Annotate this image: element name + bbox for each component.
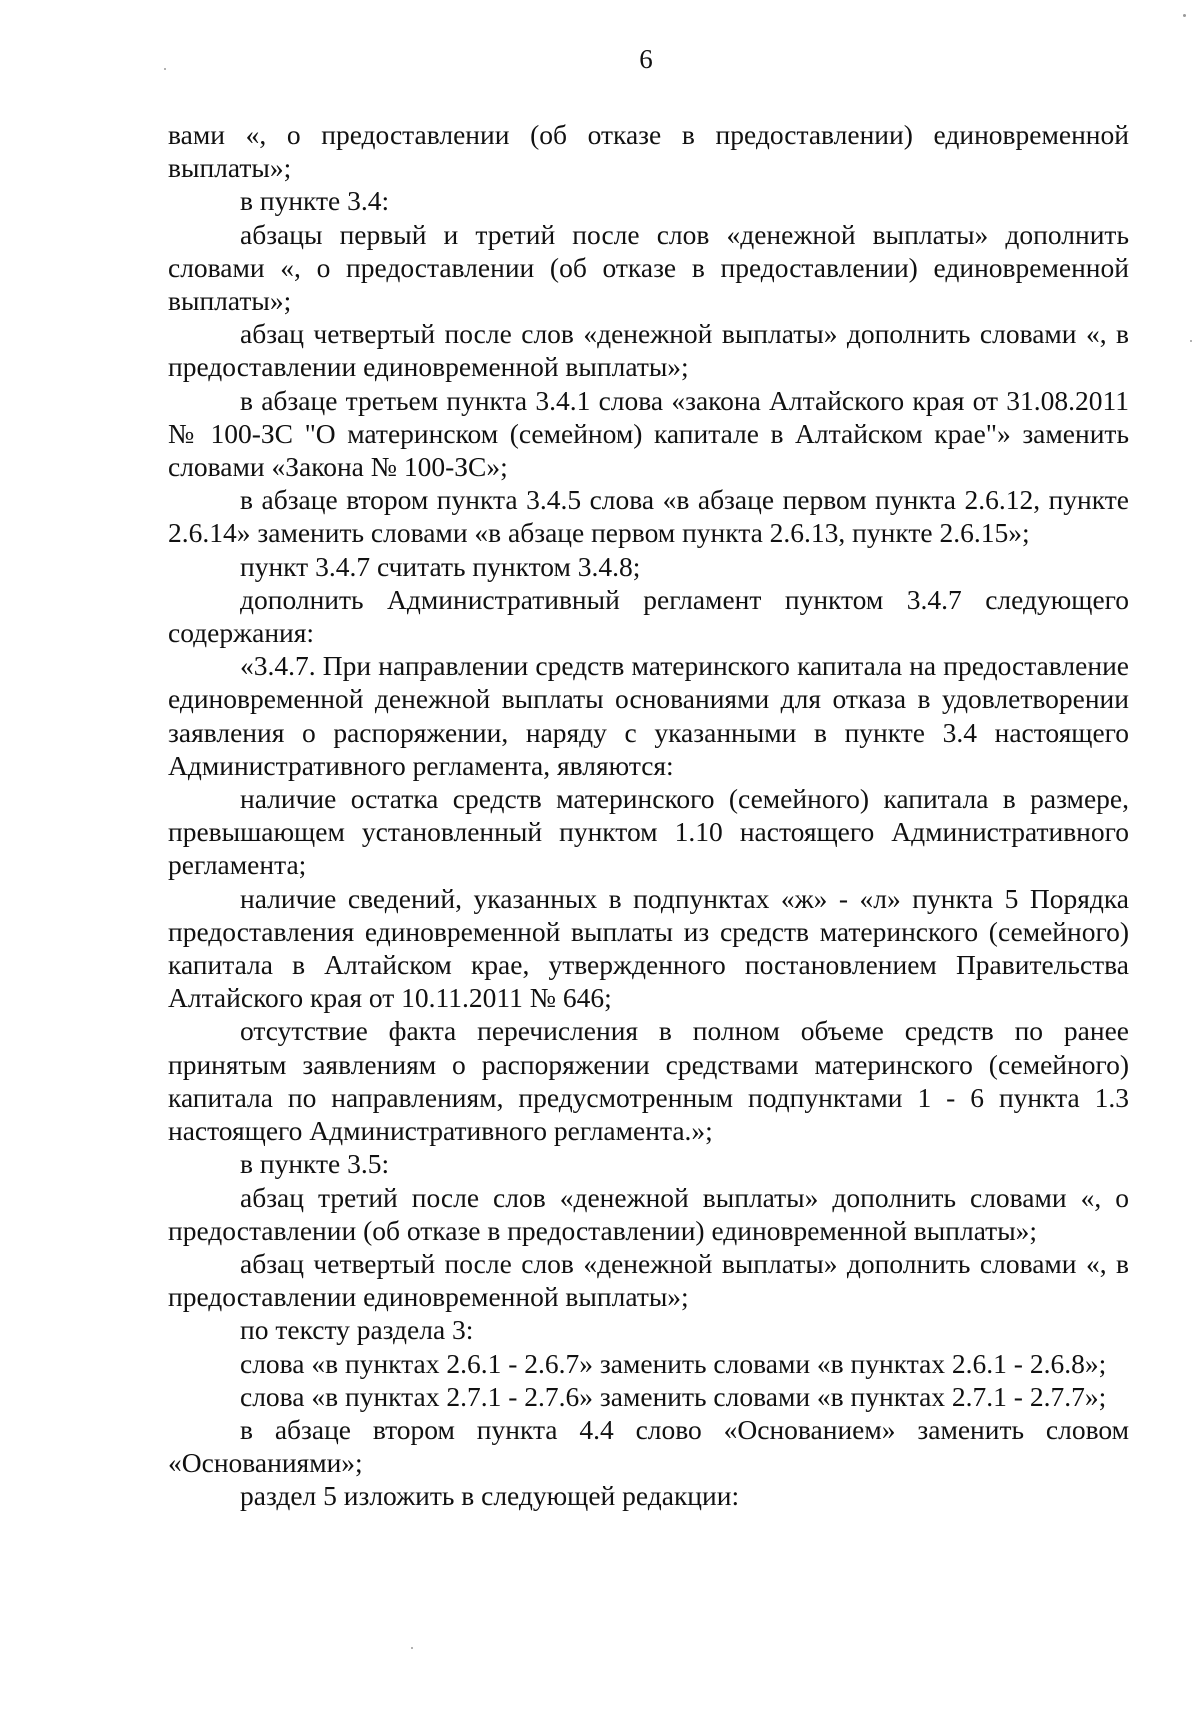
paragraph: слова «в пунктах 2.7.1 - 2.7.6» заменить словами «в пунктах 2.7.1 - 2.7.7»; — [240, 1380, 1107, 1412]
paragraph: раздел 5 изложить в следующей редакции: — [240, 1480, 740, 1512]
paragraph-clause-3-4: в пункте 3.4: — [240, 185, 390, 217]
paragraph: слова «в пунктах 2.6.1 - 2.6.7» заменить словами «в пунктах 2.6.1 - 2.6.8»; — [240, 1347, 1107, 1379]
scan-speck — [411, 1647, 413, 1649]
scan-speck — [1190, 340, 1192, 342]
paragraph-quoted-clause-3-4-7: «3.4.7. При направлении средств материнского капитала на предоставление единовременной денежной выплаты основаниями для отказа в удовлетворении заявления о распоряжении, наряду с указанными в пункте 3.4 настоящего Административного регламента, являются: — [168, 650, 1129, 781]
paragraph: наличие остатка средств материнского (семейного) капитала в размере, превышающем установленный пунктом 1.10 настоящего Административного регламента; — [168, 783, 1129, 881]
paragraph: абзац четвертый после слов «денежной выплаты» дополнить словами «, в предоставлении единовременной выплаты»; — [168, 318, 1129, 383]
paragraph: в абзаце третьем пункта 3.4.1 слова «закона Алтайского края от 31.08.2011 № 100-ЗС "О материнском (семейном) капитале в Алтайском крае"» заменить словами «Закона № 100-ЗС»; — [168, 384, 1129, 483]
paragraph: в абзаце втором пункта 4.4 слово «Основанием» заменить словом «Основаниями»; — [168, 1413, 1129, 1479]
paragraph: дополнить Административный регламент пунктом 3.4.7 следующего содержания: — [168, 583, 1129, 649]
paragraph: отсутствие факта перечисления в полном объеме средств по ранее принятым заявлениям о распоряжении средствами материнского (семейного) капитала по направлениям, предусмотренным подпунктами 1 - 6 пункта 1.3 настоящего Административного регламента.»; — [168, 1015, 1129, 1147]
paragraph: в абзаце втором пункта 3.4.5 слова «в абзаце первом пункта 2.6.12, пункте 2.6.14» заменить словами «в абзаце первом пункта 2.6.13, пункте 2.6.15»; — [168, 484, 1129, 549]
paragraph: абзац третий после слов «денежной выплаты» дополнить словами «, о предоставлении (об отказе в предоставлении) единовременной выплаты»; — [168, 1181, 1129, 1246]
paragraph-clause-3-5: в пункте 3.5: — [240, 1148, 390, 1180]
paragraph-continuation: вами «, о предоставлении (об отказе в предоставлении) единовременной выплаты»; — [168, 119, 1129, 184]
paragraph: по тексту раздела 3: — [240, 1314, 474, 1346]
scan-speck — [1183, 14, 1186, 17]
paragraph: абзацы первый и третий после слов «денежной выплаты» дополнить словами «, о предоставлении (об отказе в предоставлении) единовременной выплаты»; — [168, 218, 1129, 317]
document-body — [168, 118, 1129, 1513]
page-number: 6 — [639, 44, 653, 74]
paragraph: абзац четвертый после слов «денежной выплаты» дополнить словами «, в предоставлении единовременной выплаты»; — [168, 1247, 1129, 1313]
scan-speck — [164, 68, 166, 70]
paragraph: наличие сведений, указанных в подпунктах «ж» - «л» пункта 5 Порядка предоставления единовременной выплаты из средств материнского (семейного) капитала в Алтайском крае, утвержденного постановлением Правительства Алтайского края от 10.11.2011 № 646; — [168, 882, 1129, 1014]
paragraph: пункт 3.4.7 считать пунктом 3.4.8; — [240, 550, 641, 582]
